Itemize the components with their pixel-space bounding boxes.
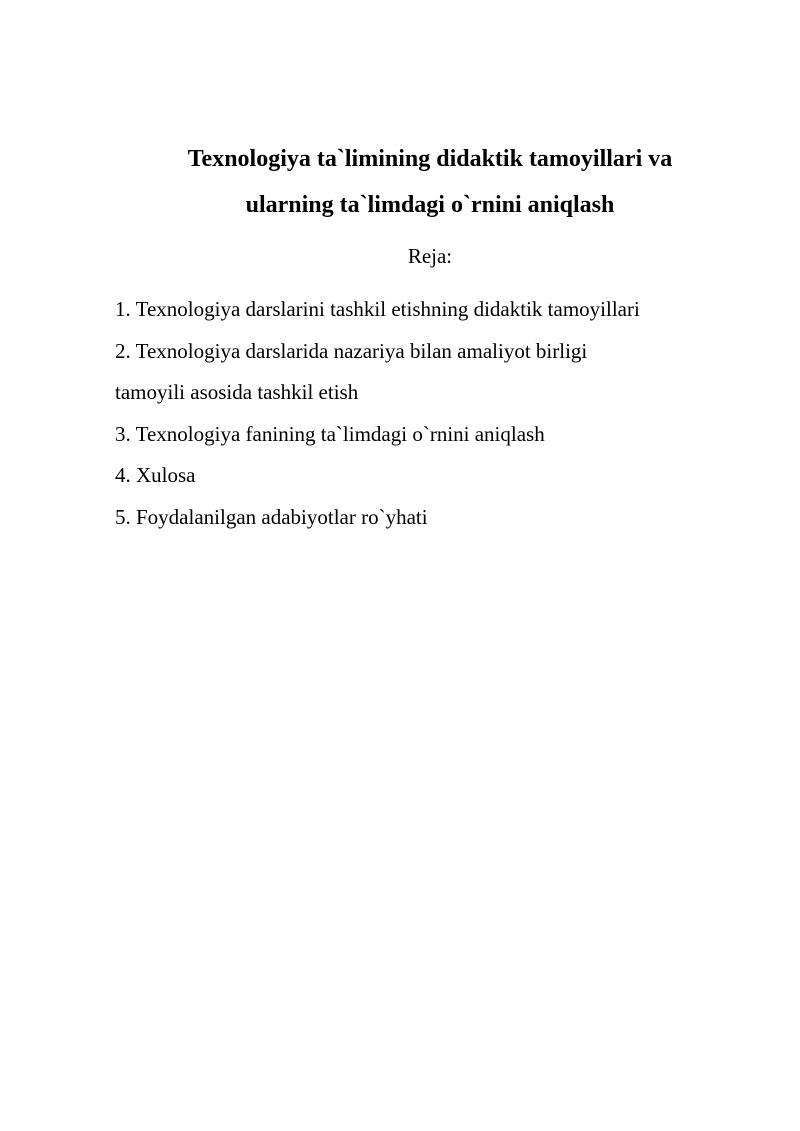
plan-item-5: 5. Foydalanilgan adabiyotlar ro`yhati: [115, 504, 428, 529]
plan-list: [115, 289, 775, 538]
plan-item-1: 1. Texnologiya darslarini tashkil etishning didaktik tamoyillari: [115, 297, 640, 321]
plan-item-2: 2. Texnologiya darslarida nazariya bilan amaliyot birligi: [115, 338, 588, 363]
plan-item-4: 4. Xulosa: [115, 463, 196, 487]
document-title: [60, 136, 800, 228]
plan-item-2-continuation: tamoyili asosida tashkil etish: [115, 380, 359, 404]
plan-heading: Reja:: [407, 244, 453, 268]
plan-item-3: 3. Texnologiya fanining ta`limdagi o`rnini aniqlash: [115, 421, 545, 446]
document-title-line-2: ularning ta`limdagi o`rnini aniqlash: [245, 192, 615, 218]
document-title-line-1: Texnologiya ta`limining didaktik tamoyillari va: [187, 146, 673, 172]
